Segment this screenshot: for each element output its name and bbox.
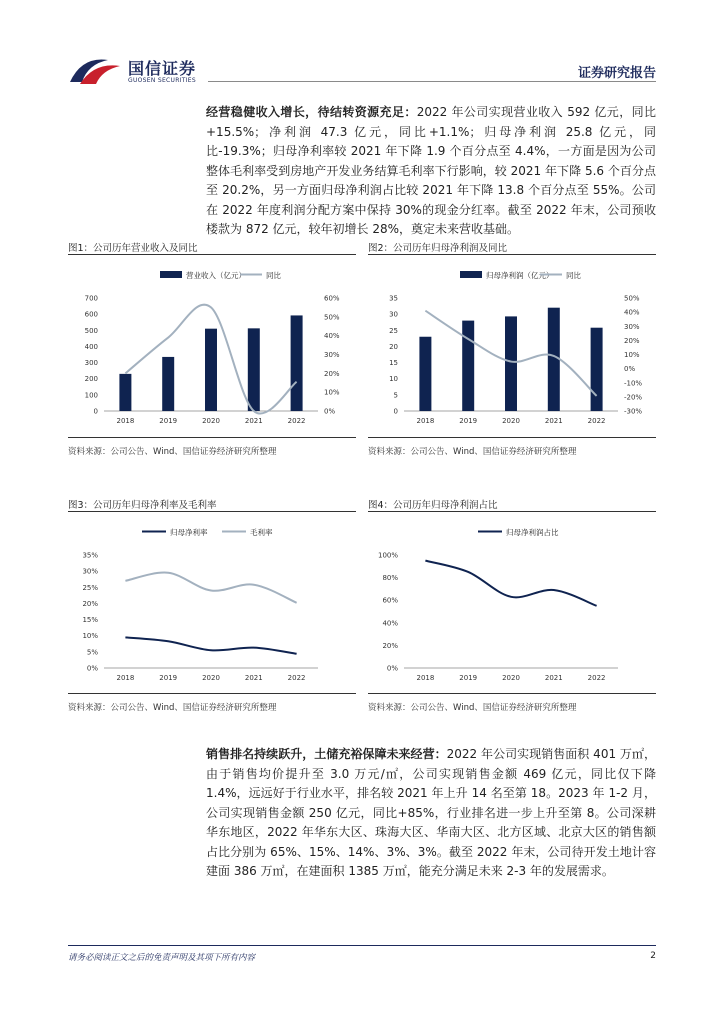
- y-tick-label: 10: [389, 375, 398, 384]
- x-tick-label: 2021: [544, 417, 563, 425]
- paragraph-lead: 经营稳健收入增长，待结转资源充足：: [206, 105, 417, 119]
- figure-3-bottom-rule: [68, 693, 356, 694]
- y-tick-label: 60%: [382, 596, 398, 605]
- net-profit-chart: [368, 258, 656, 430]
- footer-divider: [68, 945, 656, 946]
- figure-3-title: 图3：公司历年归母净利率及毛利率: [68, 500, 217, 511]
- y-tick-label: 35%: [82, 551, 98, 560]
- page-number: 2: [650, 951, 656, 961]
- revenue-chart: [68, 258, 356, 430]
- profit-share-chart: [368, 515, 656, 687]
- y2-tick-label: 50%: [624, 294, 640, 303]
- y-tick-label: 80%: [382, 574, 398, 583]
- y2-tick-label: 40%: [624, 308, 640, 317]
- margin-chart: [68, 515, 356, 687]
- legend-line-label: 同比: [566, 271, 581, 280]
- y2-tick-label: 30%: [624, 322, 640, 331]
- paragraph-sales: [206, 745, 656, 882]
- x-tick-label: 2018: [416, 417, 435, 425]
- series-line: [425, 561, 596, 606]
- x-tick-label: 2018: [416, 674, 435, 682]
- logo-mark-icon: [68, 52, 124, 90]
- y2-tick-label: -20%: [624, 393, 643, 402]
- figure-4-source: 资料来源：公司公告、Wind、国信证券经济研究所整理: [368, 703, 577, 713]
- bar: [248, 328, 260, 411]
- y2-tick-label: 60%: [324, 294, 340, 303]
- figure-1-title: 图1：公司历年营业收入及同比: [68, 243, 198, 254]
- y2-tick-label: -10%: [624, 379, 643, 388]
- paragraph-revenue: [206, 103, 656, 240]
- y2-tick-label: 0%: [324, 407, 336, 416]
- y-tick-label: 0: [93, 407, 98, 416]
- x-tick-label: 2021: [544, 674, 563, 682]
- y2-tick-label: 20%: [324, 369, 340, 378]
- legend-label: 毛利率: [250, 528, 273, 537]
- figure-2-source: 资料来源：公司公告、Wind、国信证券经济研究所整理: [368, 447, 577, 457]
- paragraph-lead: 销售排名持续跃升，土储充裕保障未来经营：: [206, 747, 447, 761]
- x-tick-label: 2021: [244, 674, 263, 682]
- figure-4-bottom-rule: [368, 693, 656, 694]
- paragraph-body: 2022 年公司实现营业收入 592 亿元，同比+15.5%；净利润 47.3 亿元，同比+1.1%；归母净利润 25.8 亿元，同比-19.3%；归母净利率较 2021 年下降 1.9 个百分点至 4.4%，一方面是因为公司整体毛利率受到房地产开发业务结算毛利率下行影响，较 2021 年下降 5.6 个百分点至 20.2%，另一方面归母净利润占比较 2021 年下降 13.8 个百分点至 55%。公司在 2022 年度利润分配方案中保持 30%的现金分红率。截至 2022 年末，公司预收楼款为 872 亿元，较年初增长 28%，奠定未来营收基础。: [206, 105, 656, 236]
- x-tick-label: 2019: [459, 417, 478, 425]
- x-tick-label: 2019: [459, 674, 478, 682]
- footer-disclaimer: 请务必阅读正文之后的免责声明及其项下所有内容: [68, 953, 256, 963]
- bar: [205, 329, 217, 411]
- y-tick-label: 5: [393, 391, 398, 400]
- y-tick-label: 20%: [82, 599, 98, 608]
- y-tick-label: 100: [84, 391, 98, 400]
- bar: [291, 315, 303, 411]
- y2-tick-label: 40%: [324, 332, 340, 341]
- y-tick-label: 15%: [82, 616, 98, 625]
- company-logo: [68, 52, 218, 92]
- x-tick-label: 2022: [287, 417, 306, 425]
- figure-2-rule: [368, 254, 656, 255]
- y-tick-label: 0: [393, 407, 398, 416]
- y-tick-label: 20: [389, 342, 398, 351]
- y-tick-label: 5%: [86, 648, 98, 657]
- legend-label: 归母净利润占比: [506, 528, 559, 537]
- bar: [462, 321, 474, 411]
- figure-1-source: 资料来源：公司公告、Wind、国信证券经济研究所整理: [68, 447, 277, 457]
- legend-bar-label: 归母净利润（亿元）: [486, 271, 554, 280]
- y-tick-label: 0%: [386, 664, 398, 673]
- figure-2-title: 图2：公司历年归母净利润及同比: [368, 243, 508, 254]
- figure-3-source: 资料来源：公司公告、Wind、国信证券经济研究所整理: [68, 703, 277, 713]
- figure-4-title: 图4：公司历年归母净利润占比: [368, 500, 498, 511]
- x-tick-label: 2020: [202, 674, 220, 682]
- figure-2-bottom-rule: [368, 437, 656, 438]
- x-tick-label: 2022: [587, 674, 606, 682]
- y2-tick-label: 0%: [624, 365, 636, 374]
- y-tick-label: 300: [84, 359, 98, 368]
- bar: [419, 337, 431, 411]
- x-tick-label: 2022: [287, 674, 306, 682]
- report-type-label: 证券研究报告: [577, 66, 656, 81]
- y-tick-label: 10%: [82, 632, 98, 641]
- y2-tick-label: -30%: [624, 407, 643, 416]
- y2-tick-label: 20%: [624, 336, 640, 345]
- legend-line-label: 同比: [266, 271, 281, 280]
- y-tick-label: 600: [84, 310, 98, 319]
- header-divider: [208, 81, 656, 82]
- series-line: [125, 573, 296, 603]
- x-tick-label: 2020: [502, 417, 520, 425]
- y2-tick-label: 30%: [324, 351, 340, 359]
- x-tick-label: 2018: [116, 674, 135, 682]
- y-tick-label: 0%: [86, 664, 98, 673]
- x-tick-label: 2019: [159, 674, 178, 682]
- y-tick-label: 30: [389, 310, 398, 319]
- x-tick-label: 2020: [502, 674, 520, 682]
- y2-tick-label: 50%: [324, 313, 340, 322]
- y-tick-label: 20%: [382, 641, 398, 650]
- figure-1-rule: [68, 254, 356, 255]
- logo-subtext: GUOSEN SECURITIES: [128, 77, 197, 84]
- y-tick-label: 25%: [82, 583, 98, 592]
- y-tick-label: 35: [389, 294, 398, 303]
- legend-bar-label: 营业收入（亿元）: [186, 271, 246, 280]
- x-tick-label: 2019: [159, 417, 178, 425]
- legend-bar-swatch: [160, 271, 182, 278]
- paragraph-body: 2022 年公司实现销售面积 401 万㎡，由于销售均价提升至 3.0 万元/㎡，公司实现销售金额 469 亿元，同比仅下降 1.4%，远远好于行业水平，排名较 2021 年上升 14 名至第 18。2023 年 1-2 月，公司实现销售金额 250 亿元，同比+85%，行业排名进一步上升至第 8。公司深耕华东地区，2022 年华东大区、珠海大区、华南大区、北方区域、北京大区的销售额占比分别为 65%、15%、14%、3%、3%。截至 2022 年末，公司待开发土地计容建面 386 万㎡，在建面积 1385 万㎡，能充分满足未来 2-3 年的发展需求。: [206, 747, 656, 878]
- series-line: [125, 637, 296, 653]
- y-tick-label: 700: [84, 294, 98, 303]
- bar: [505, 316, 517, 411]
- y2-tick-label: 10%: [324, 388, 340, 397]
- x-tick-label: 2020: [202, 417, 220, 425]
- figure-1-bottom-rule: [68, 437, 356, 438]
- legend-label: 归母净利率: [170, 528, 208, 537]
- y-tick-label: 15: [389, 359, 398, 368]
- y-tick-label: 500: [84, 326, 98, 335]
- figure-4-rule: [368, 511, 656, 512]
- logo-text: 国信证券: [128, 59, 197, 78]
- y-tick-label: 200: [84, 375, 98, 384]
- y-tick-label: 40%: [382, 619, 398, 628]
- bar: [591, 328, 603, 411]
- x-tick-label: 2022: [587, 417, 606, 425]
- bar: [548, 308, 560, 411]
- x-tick-label: 2018: [116, 417, 135, 425]
- bar: [162, 357, 174, 411]
- legend-bar-swatch: [460, 271, 482, 278]
- y-tick-label: 25: [389, 326, 398, 335]
- bar: [119, 374, 131, 411]
- x-tick-label: 2021: [244, 417, 263, 425]
- y-tick-label: 100%: [377, 551, 398, 560]
- y2-tick-label: 10%: [624, 351, 640, 359]
- figure-3-rule: [68, 511, 356, 512]
- y-tick-label: 30%: [82, 567, 98, 576]
- y-tick-label: 400: [84, 342, 98, 351]
